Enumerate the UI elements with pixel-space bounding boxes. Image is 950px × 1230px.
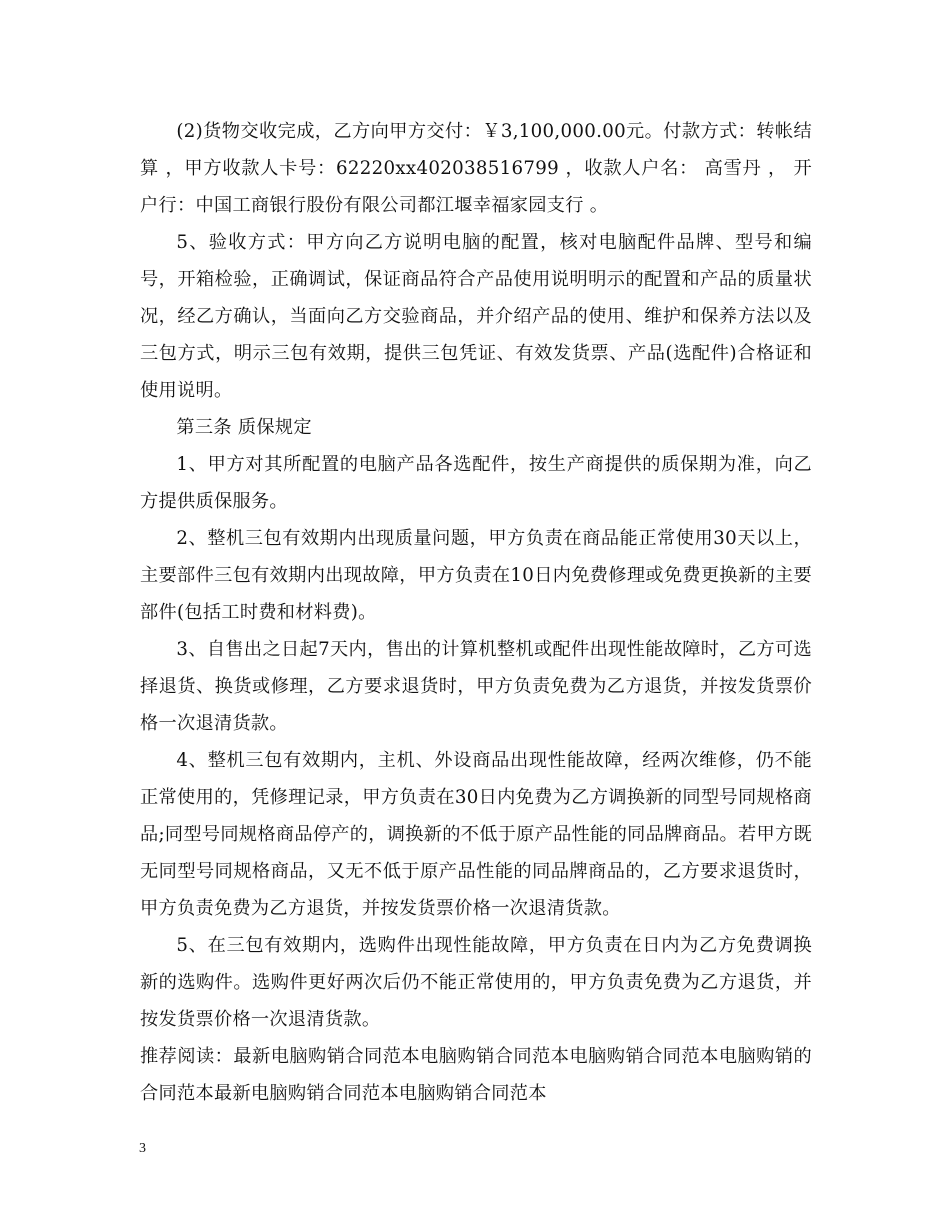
warranty-clause-2: 2、整机三包有效期内出现质量问题，甲方负责在商品能正常使用30天以上，主要部件三包有效期内出现故障，甲方负责在10日内免费修理或免费更换新的主要部件(包括工时费和材料费)。 [140,528,812,623]
document-body [140,113,812,1112]
section-heading: 第三条 质保规定 [176,417,312,438]
page-number: 3 [139,1141,146,1156]
warranty-clause-5: 5、在三包有效期内，选购件出现性能故障，甲方负责在日内为乙方免费调换新的选购件。选购件更好两次后仍不能正常使用的，甲方负责免费为乙方退货，并按发货票价格一次退清货款。 [140,935,812,1030]
warranty-clause-4: 4、整机三包有效期内，主机、外设商品出现性能故障，经两次维修，仍不能正常使用的，凭修理记录，甲方负责在30日内免费为乙方调换新的同型号同规格商品;同型号同规格商品停产的，调换新的不低于原产品性能的同品牌商品。若甲方既无同型号同规格商品，又无不低于原产品性能的同品牌商品的，乙方要求退货时，甲方负责免费为乙方退货，并按发货票价格一次退清货款。 [140,750,812,919]
warranty-clause-1: 1、甲方对其所配置的电脑产品各选配件，按生产商提供的质保期为准，向乙方提供质保服务。 [140,454,812,512]
warranty-clause-3: 3、自售出之日起7天内，售出的计算机整机或配件出现性能故障时，乙方可选择退货、换货或修理，乙方要求退货时，甲方负责免费为乙方退货，并按发货票价格一次退清货款。 [140,639,812,734]
payment-paragraph: (2)货物交收完成，乙方向甲方交付：￥3,100,000.00元。付款方式：转帐结算 ，甲方收款人卡号：62220xx402038516799 ，收款人户名： 高雪丹 ， 开户行：中国工商银行股份有限公司都江堰幸福家园支行 。 [140,121,812,216]
acceptance-paragraph: 5、验收方式：甲方向乙方说明电脑的配置，核对电脑配件品牌、型号和编号，开箱检验，正确调试，保证商品符合产品使用说明明示的配置和产品的质量状况，经乙方确认，当面向乙方交验商品，并介绍产品的使用、维护和保养方法以及三包方式，明示三包有效期，提供三包凭证、有效发货票、产品(选配件)合格证和使用说明。 [140,232,812,401]
recommended-reading: 推荐阅读：最新电脑购销合同范本电脑购销合同范本电脑购销合同范本电脑购销的合同范本最新电脑购销合同范本电脑购销合同范本 [140,1046,812,1104]
